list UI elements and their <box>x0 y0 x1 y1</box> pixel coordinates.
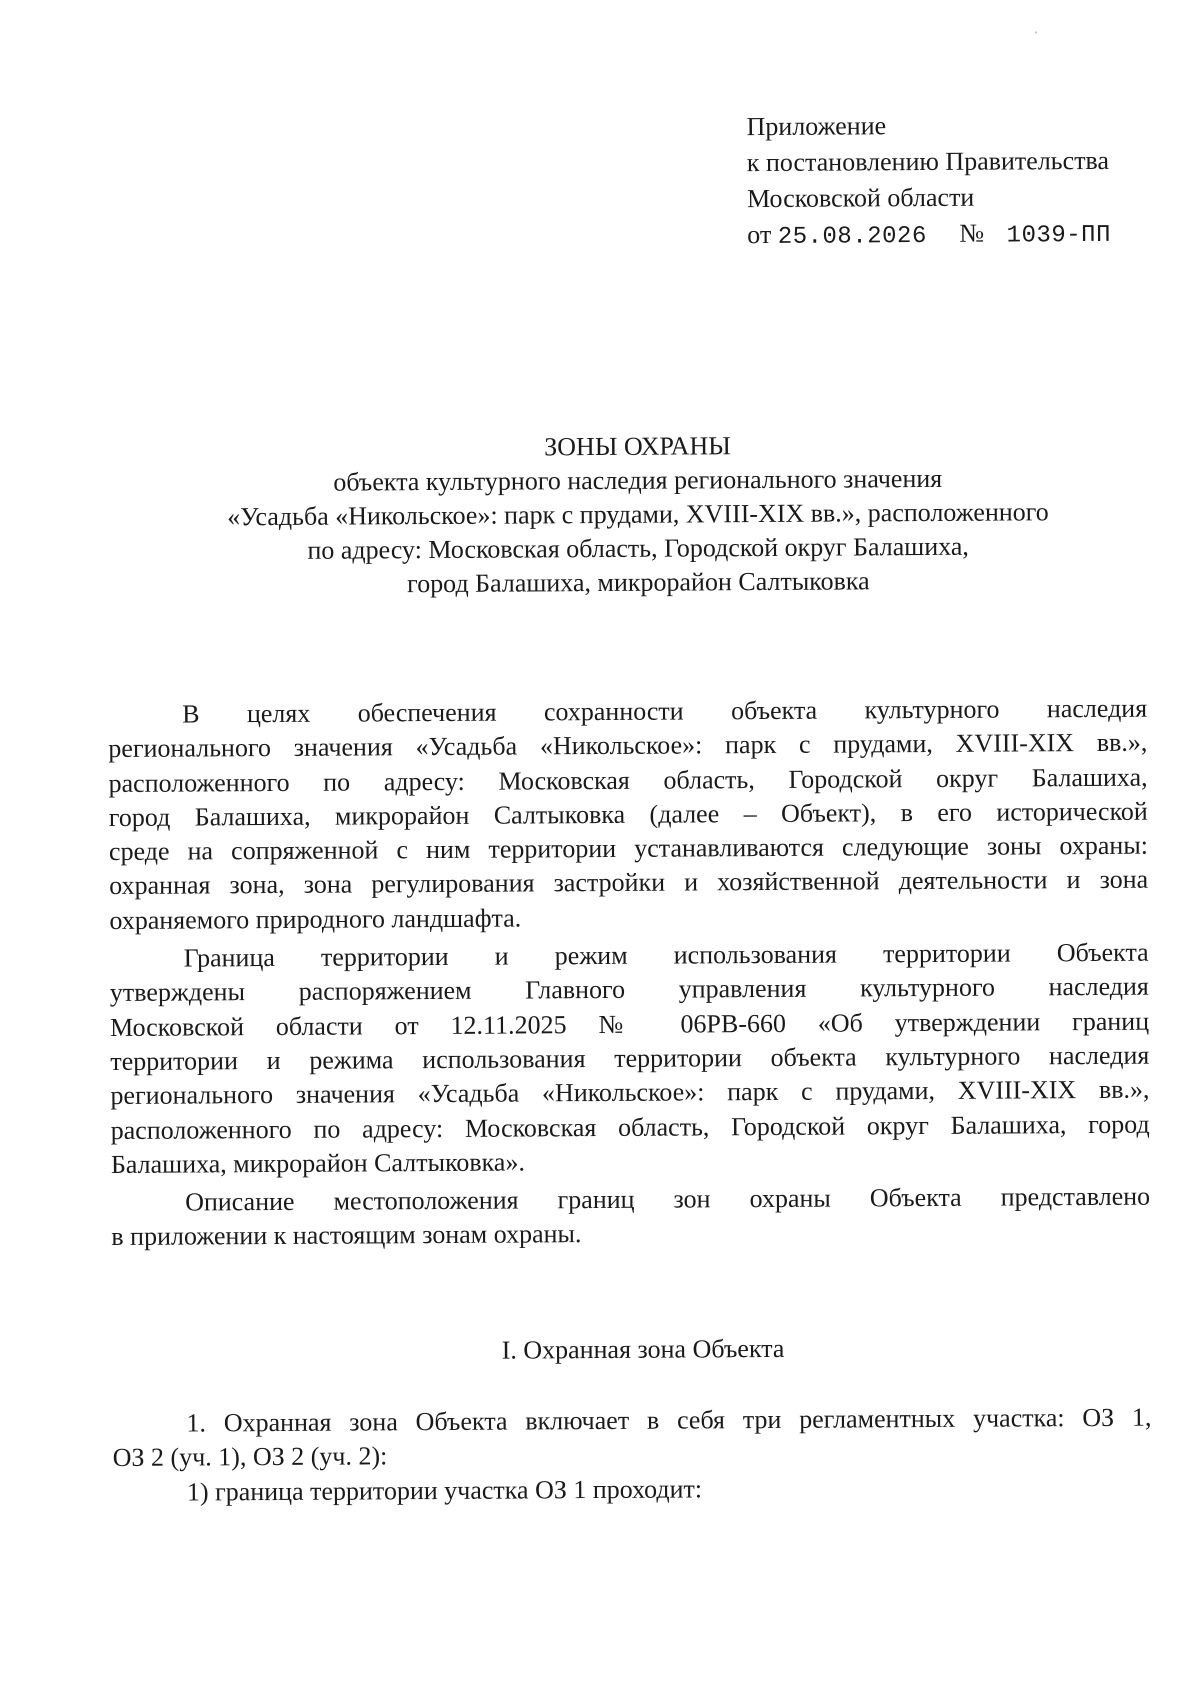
text-line: Описание местоположения границ зон охраны Объекта представлено <box>185 1181 1151 1217</box>
list-item: 1. Охранная зона Объекта включает в себя три регламентных участка: ОЗ 1, <box>186 1402 1152 1438</box>
paragraph-purpose <box>108 692 1148 938</box>
text-line: утверждены распоряжением Главного управления культурного наследия <box>109 972 1149 1008</box>
from-label: от <box>747 219 772 250</box>
document-title <box>117 427 1158 603</box>
appendix-decree-ref: к постановлению Правительства <box>746 145 1110 178</box>
text-line: Балашиха, микрорайон Салтыковка». <box>110 1147 525 1179</box>
text-line: регионального значения «Усадьба «Никольское»: парк с прудами, XVIII-XIX вв.», <box>110 1074 1150 1111</box>
text-line: в приложении к настоящим зонам охраны. <box>111 1219 582 1252</box>
date-stamp: 25.08.2026 <box>777 222 927 251</box>
number-sign: № <box>959 218 985 248</box>
scan-speck <box>1035 31 1037 33</box>
list-item-continuation: ОЗ 2 (уч. 1), ОЗ 2 (уч. 2): <box>112 1441 388 1473</box>
text-line: Московской области от 12.11.2025 № 06РВ-660 «Об утверждении границ <box>109 1006 1150 1042</box>
text-line: В целях обеспечения сохранности объекта культурного наследия <box>182 693 1148 729</box>
text-line: среде на сопряженной с ним территории устанавливаются следующие зоны охраны: <box>108 830 1149 867</box>
text-line: расположенного по адресу: Московская область, Городской округ Балашиха, <box>108 762 1148 798</box>
text-line: охраняемого природного ландшафта. <box>109 903 522 935</box>
title-line-3: «Усадьба «Никольское»: парк с прудами, XVIII-XIX вв.», расположенного <box>227 497 1049 532</box>
title-line-4: по адресу: Московская область, Городской округ Балашиха, <box>307 531 969 565</box>
text-line: регионального значения «Усадьба «Никольское»: парк с прудами, XVIII-XIX вв.», <box>108 727 1148 764</box>
section-heading: I. Охранная зона Объекта <box>501 1333 785 1365</box>
number-stamp: 1039-ПП <box>1006 221 1112 250</box>
paragraph-description <box>111 1180 1150 1255</box>
document-body <box>108 692 1150 1259</box>
paragraph-boundary <box>110 936 1150 1182</box>
text-line: Граница территории и режим использования территории Объекта <box>183 937 1149 973</box>
text-line: город Балашиха, микрорайон Салтыковка (далее – Объект), в его исторической <box>108 796 1148 832</box>
text-line: территории и режима использования территории объекта культурного наследия <box>110 1040 1150 1076</box>
title-line-1: ЗОНЫ ОХРАНЫ <box>544 431 731 462</box>
title-line-2: объекта культурного наследия регионального значения <box>333 463 943 497</box>
text-line: расположенного по адресу: Московская область, Городской округ Балашиха, город <box>110 1109 1150 1145</box>
sub-item: 1) граница территории участка ОЗ 1 проходит: <box>186 1473 703 1507</box>
appendix-date-number <box>747 215 1167 257</box>
text-line: охранная зона, зона регулирования застройки и хозяйственной деятельности и зона <box>109 865 1149 901</box>
appendix-region: Московской области <box>746 182 975 214</box>
appendix-label: Приложение <box>746 111 887 142</box>
title-line-5: город Балашиха, микрорайон Салтыковка <box>407 566 870 599</box>
appendix-header <box>746 107 1167 257</box>
section-items <box>112 1401 1152 1510</box>
